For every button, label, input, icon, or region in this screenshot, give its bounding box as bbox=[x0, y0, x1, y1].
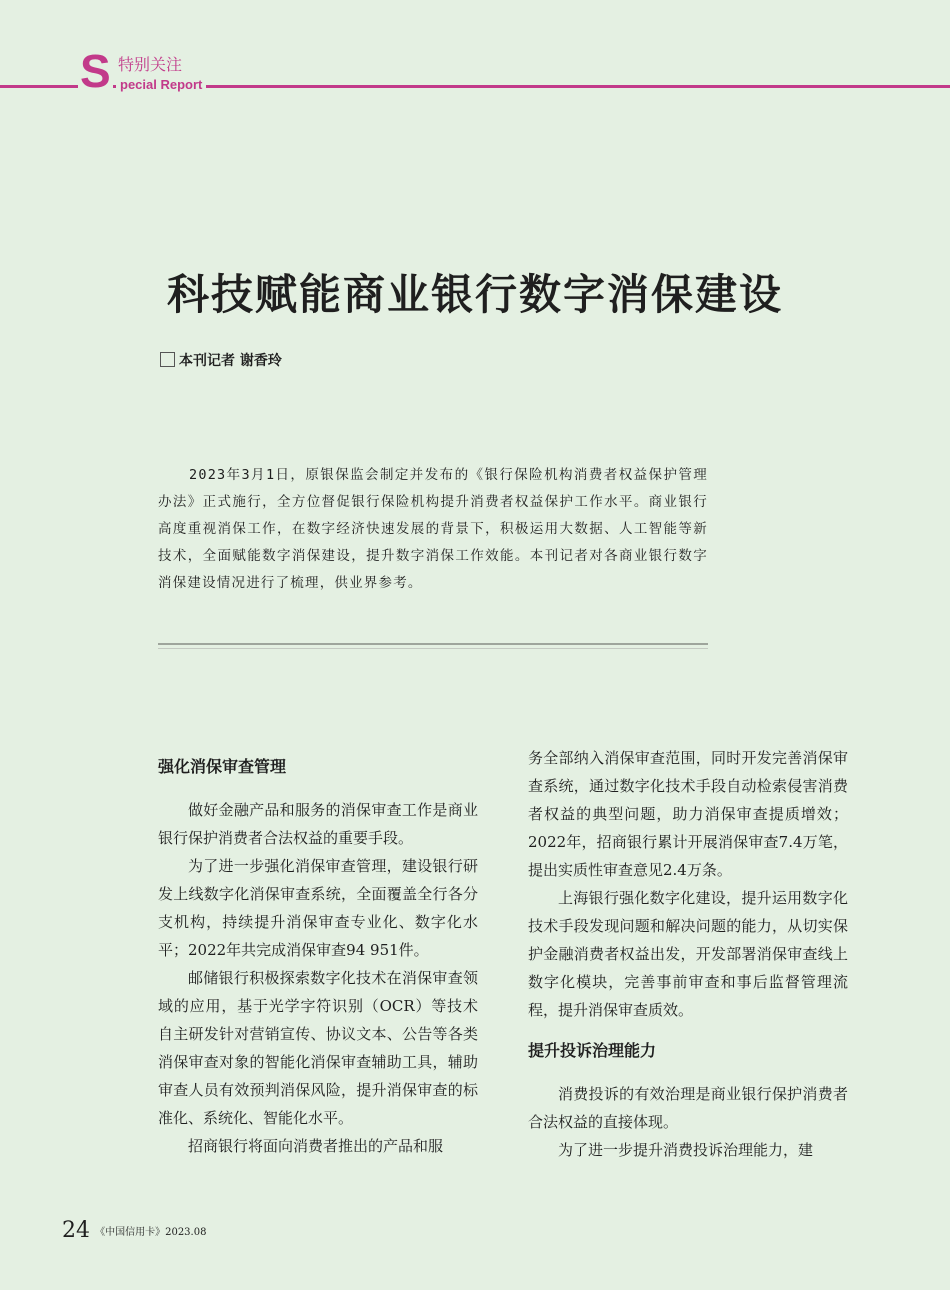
section-label-en: pecial Report bbox=[116, 78, 206, 91]
section-logo-letter: S bbox=[80, 45, 111, 97]
left-column bbox=[158, 744, 478, 1160]
article-title: 科技赋能商业银行数字消保建设 bbox=[166, 270, 783, 319]
divider-thin bbox=[158, 648, 708, 649]
body-paragraph: 消费投诉的有效治理是商业银行保护消费者合法权益的直接体现。 bbox=[528, 1085, 848, 1131]
byline-box-icon bbox=[160, 352, 175, 367]
byline bbox=[160, 350, 282, 370]
body-paragraph: 为了进一步强化消保审查管理，建设银行研发上线数字化消保审查系统，全面覆盖全行各分支机构，持续提升消保审查专业化、数字化水平；2022年共完成消保审查94 951件。 bbox=[158, 857, 478, 959]
body-paragraph: 做好金融产品和服务的消保审查工作是商业银行保护消费者合法权益的重要手段。 bbox=[158, 801, 478, 847]
section-label-cn: 特别关注 bbox=[118, 55, 183, 74]
body-paragraph: 上海银行强化数字化建设，提升运用数字化技术手段发现问题和解决问题的能力，从切实保护金融消费者权益出发，开发部署消保审查线上数字化模块，完善事前审查和事后监督管理流程，提升消保审查质效。 bbox=[528, 889, 848, 1019]
right-column bbox=[528, 744, 848, 1164]
publication-name: 《中国信用卡》2023.08 bbox=[95, 1227, 207, 1238]
page-number: 24 bbox=[62, 1218, 90, 1243]
page-footer bbox=[62, 1218, 206, 1243]
body-paragraph: 为了进一步提升消费投诉治理能力，建 bbox=[558, 1141, 814, 1159]
lead-paragraph: 2023年3月1日，原银保监会制定并发布的《银行保险机构消费者权益保护管理办法》正式施行，全方位督促银行保险机构提升消费者权益保护工作水平。商业银行高度重视消保工作，在数字经济快速发展的背景下，积极运用大数据、人工智能等新技术，全面赋能数字消保建设，提升数字消保工作效能。本刊记者对各商业银行数字消保建设情况进行了梳理，供业界参考。 bbox=[158, 467, 708, 591]
section-heading: 提升投诉治理能力 bbox=[528, 1041, 657, 1060]
divider bbox=[158, 643, 708, 645]
body-paragraph-continued: 务全部纳入消保审查范围，同时开发完善消保审查系统，通过数字化技术手段自动检索侵害消费者权益的典型问题，助力消保审查提质增效；2022年，招商银行累计开展消保审查7.4万笔，提出实质性审查意见2.4万条。 bbox=[528, 749, 848, 879]
body-paragraph: 招商银行将面向消费者推出的产品和服 bbox=[188, 1137, 444, 1155]
body-paragraph: 邮储银行积极探索数字化技术在消保审查领域的应用，基于光学字符识别（OCR）等技术自主研发针对营销宣传、协议文本、公告等各类消保审查对象的智能化消保审查辅助工具，辅助审查人员有效预判消保风险，提升消保审查的标准化、系统化、智能化水平。 bbox=[158, 969, 478, 1127]
section-heading: 强化消保审查管理 bbox=[158, 757, 287, 776]
byline-text: 本刊记者 谢香玲 bbox=[179, 353, 282, 369]
